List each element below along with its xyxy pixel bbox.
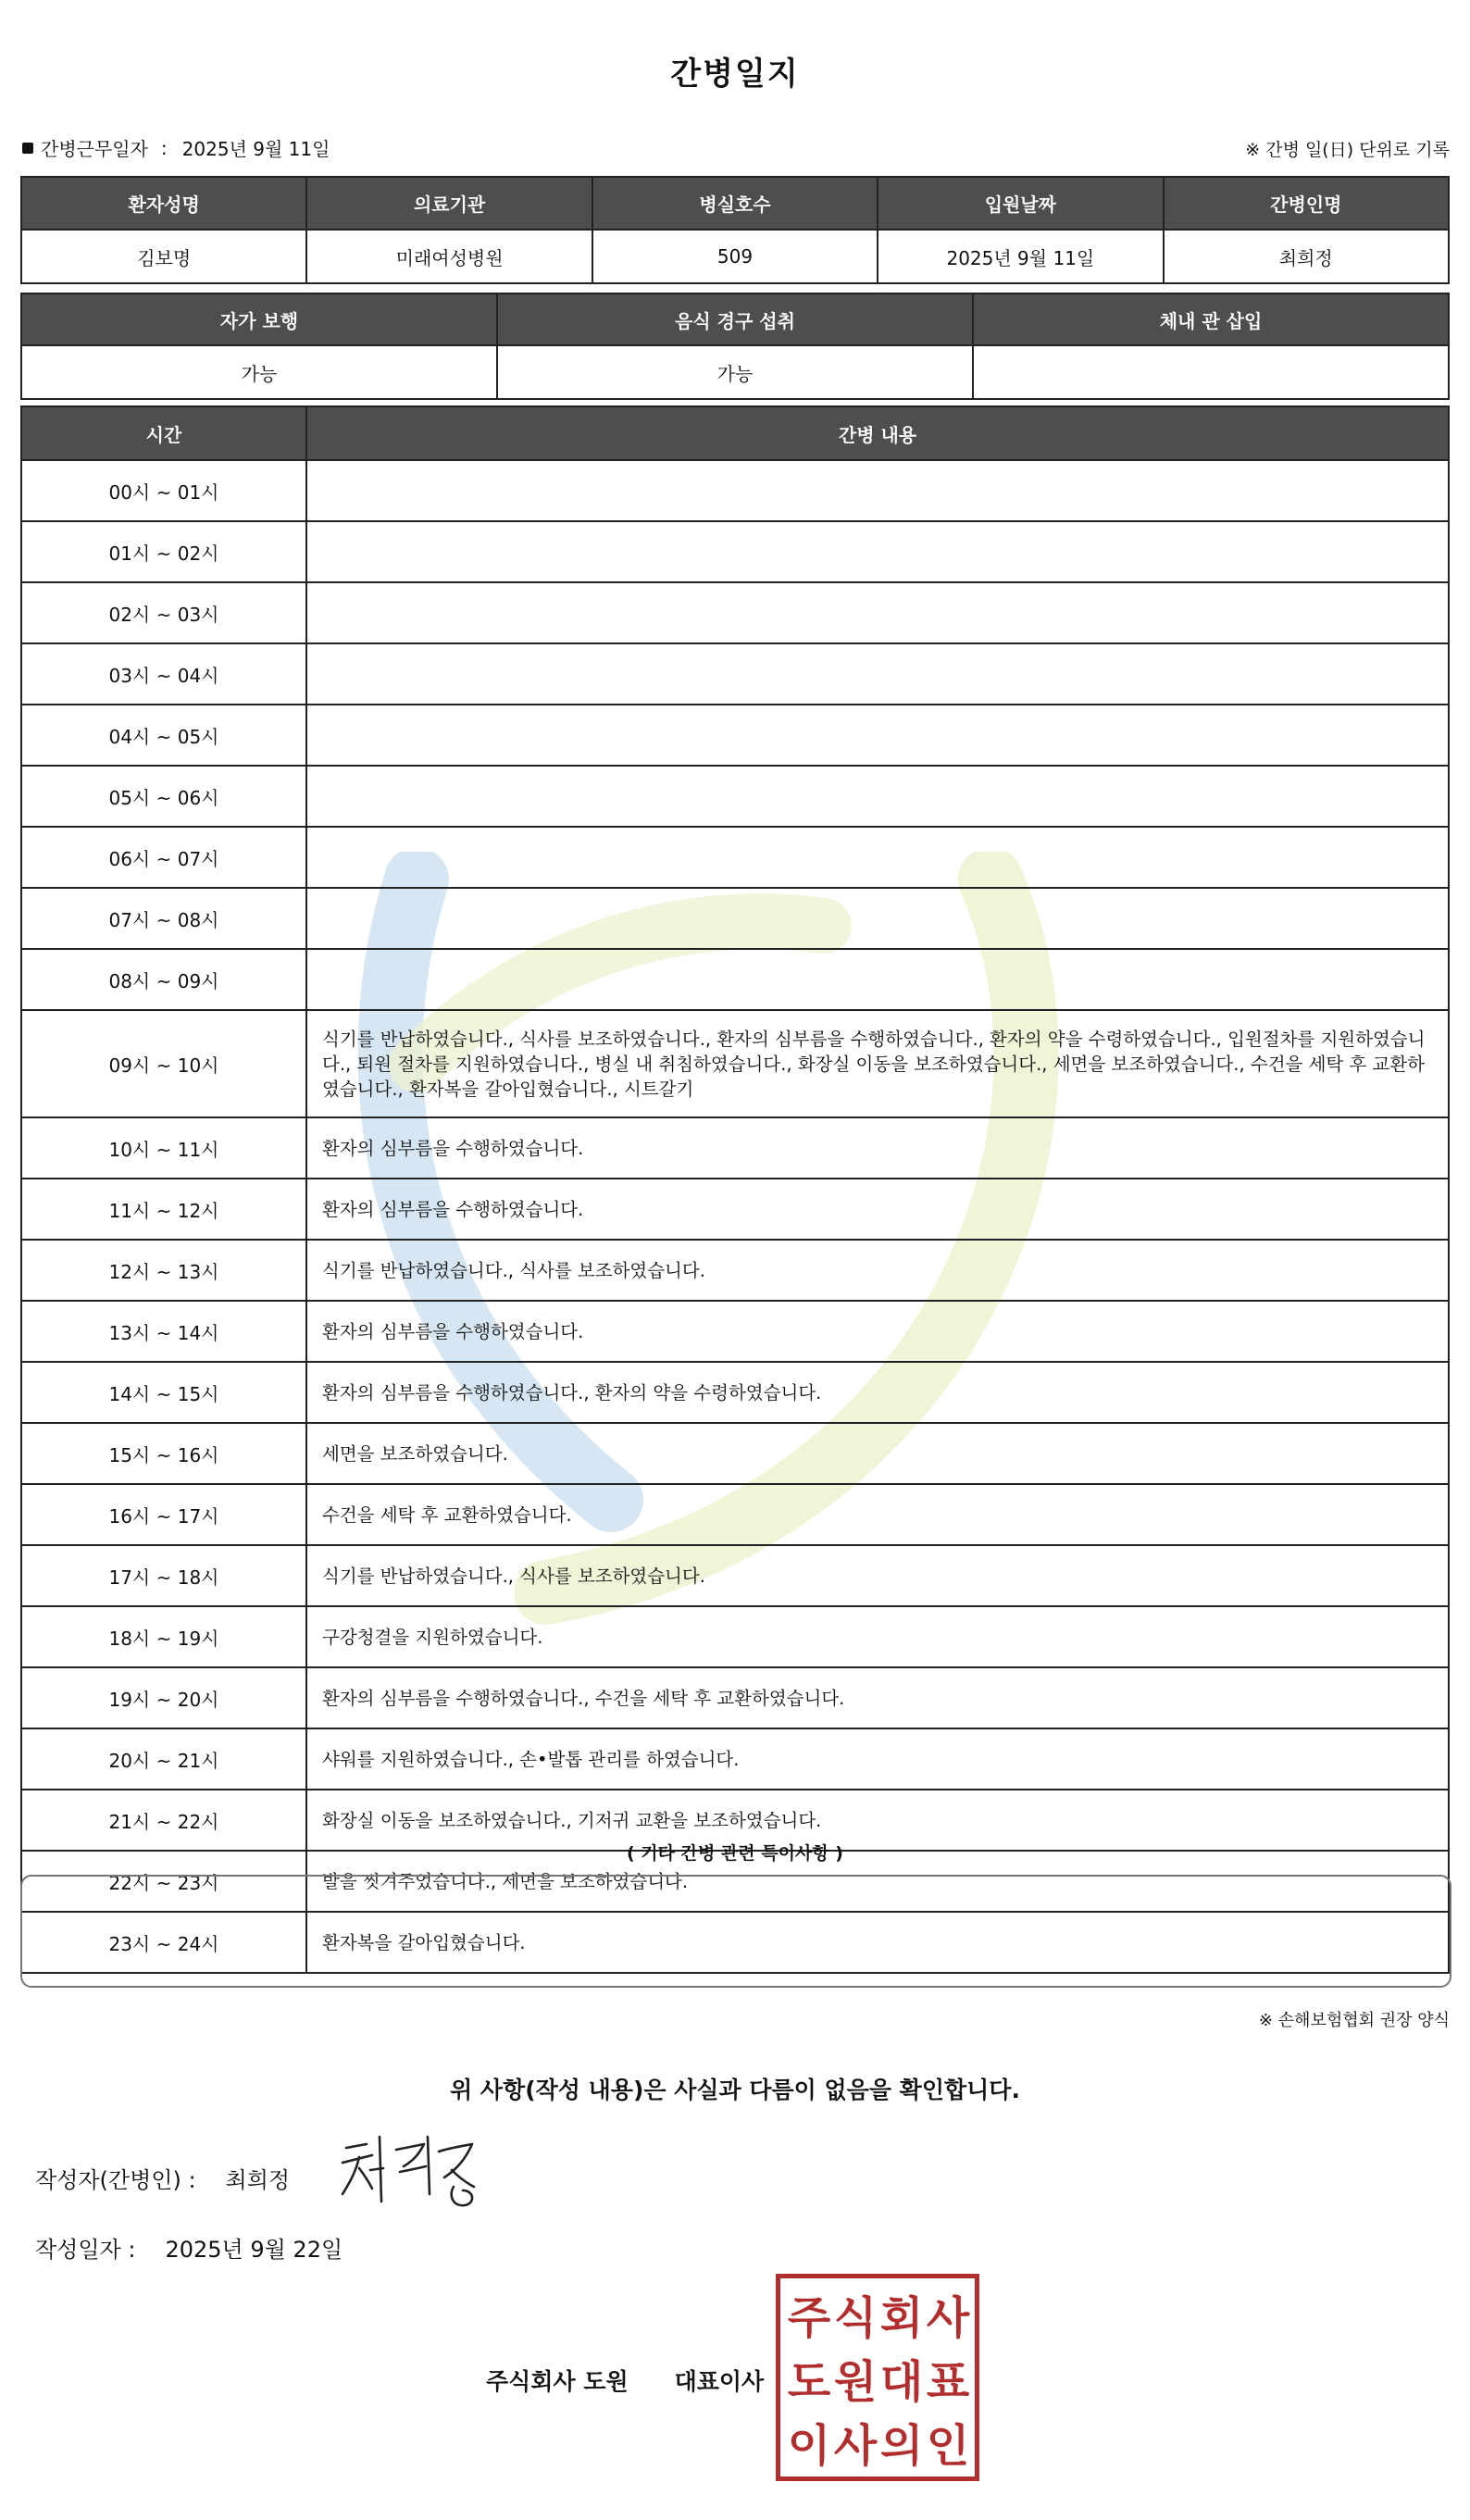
time-slot: 13시 ~ 14시 xyxy=(21,1301,306,1362)
admission-date: 2025년 9월 11일 xyxy=(878,230,1163,283)
table-row xyxy=(21,1728,1449,1790)
care-content xyxy=(306,521,1449,582)
special-notes-title: ( 기타 간병 관련 특이사항 ) xyxy=(627,1843,843,1864)
company-name: 주식회사 도원 xyxy=(486,2368,629,2395)
header-room-number: 병실호수 xyxy=(592,177,878,230)
table-row xyxy=(21,460,1449,521)
table-row xyxy=(21,1667,1449,1728)
bullet-square-icon xyxy=(22,143,33,154)
care-content xyxy=(306,582,1449,643)
care-content: 환자의 심부름을 수행하였습니다., 수건을 세탁 후 교환하였습니다. xyxy=(306,1667,1449,1728)
care-content: 환자복을 갈아입혔습니다. xyxy=(306,1912,1449,1973)
time-slot: 03시 ~ 04시 xyxy=(21,643,306,705)
seal-char: 주 xyxy=(787,2292,831,2344)
author-line xyxy=(35,2162,290,2194)
table-row xyxy=(21,521,1449,582)
patient-name: 김보명 xyxy=(21,230,306,283)
seal-char: 식 xyxy=(833,2292,878,2344)
care-content xyxy=(306,827,1449,888)
work-date-value: 2025년 9월 11일 xyxy=(181,138,330,160)
time-slot: 18시 ~ 19시 xyxy=(21,1606,306,1667)
seal-char: 도 xyxy=(787,2356,831,2408)
table-row xyxy=(21,1117,1449,1179)
work-date-line xyxy=(22,134,330,161)
care-content: 구강청결을 지원하였습니다. xyxy=(306,1606,1449,1667)
care-content: 환자의 심부름을 수행하였습니다. xyxy=(306,1117,1449,1179)
hospital-name: 미래여성병원 xyxy=(306,230,592,283)
time-slot: 06시 ~ 07시 xyxy=(21,827,306,888)
header-self-walking: 자가 보행 xyxy=(21,293,497,345)
tube-insertion-value xyxy=(973,345,1449,399)
care-content: 환자의 심부름을 수행하였습니다., 환자의 약을 수령하였습니다. xyxy=(306,1362,1449,1423)
recommended-form-note: ※ 손해보험협회 권장 양식 xyxy=(1258,2011,1450,2030)
header-caregiver-name: 간병인명 xyxy=(1164,177,1449,230)
self-walking-value: 가능 xyxy=(21,345,497,399)
time-slot: 09시 ~ 10시 xyxy=(21,1010,306,1117)
table-row xyxy=(21,1010,1449,1117)
time-slot: 17시 ~ 18시 xyxy=(21,1545,306,1606)
time-slot: 21시 ~ 22시 xyxy=(21,1790,306,1851)
seal-char: 대 xyxy=(879,2356,924,2408)
care-content: 환자의 심부름을 수행하였습니다. xyxy=(306,1179,1449,1240)
time-slot: 01시 ~ 02시 xyxy=(21,521,306,582)
oral-intake-value: 가능 xyxy=(497,345,973,399)
table-row xyxy=(21,1240,1449,1301)
time-slot: 02시 ~ 03시 xyxy=(21,582,306,643)
care-content: 식기를 반납하였습니다., 식사를 보조하였습니다. xyxy=(306,1545,1449,1606)
table-row xyxy=(21,1484,1449,1545)
seal-char: 인 xyxy=(926,2420,970,2472)
table-row xyxy=(21,1362,1449,1423)
care-content: 식기를 반납하였습니다., 식사를 보조하였습니다., 환자의 심부름을 수행하였습니다., 환자의 약을 수령하였습니다., 입원절차를 지원하였습니다., 퇴원 절차를 지원하였습니다., 병실 내 취침하였습니다., 화장실 이동을 보조하였습니다., 세면을 보조하였습니다., 수건을 세탁 후 교환하였습니다., 환자복을 갈아입혔습니다., 시트갈기 xyxy=(306,1010,1449,1117)
table-row xyxy=(21,1545,1449,1606)
handwritten-signature xyxy=(335,2129,492,2213)
header-time: 시간 xyxy=(21,406,306,460)
header-tube-insertion: 체내 관 삽입 xyxy=(973,293,1449,345)
care-content: 화장실 이동을 보조하였습니다., 기저귀 교환을 보조하였습니다. xyxy=(306,1790,1449,1851)
care-content: 샤워를 지원하였습니다., 손•발톱 관리를 하였습니다. xyxy=(306,1728,1449,1790)
written-date-line xyxy=(35,2231,343,2264)
table-row xyxy=(21,827,1449,888)
special-notes-box xyxy=(20,1875,1451,1988)
time-slot: 14시 ~ 15시 xyxy=(21,1362,306,1423)
time-slot: 20시 ~ 21시 xyxy=(21,1728,306,1790)
header-hospital: 의료기관 xyxy=(306,177,592,230)
care-content: 식기를 반납하였습니다., 식사를 보조하였습니다. xyxy=(306,1240,1449,1301)
header-care-content: 간병 내용 xyxy=(306,406,1449,460)
seal-char: 표 xyxy=(926,2356,970,2408)
header-oral-intake: 음식 경구 섭취 xyxy=(497,293,973,345)
care-content: 환자의 심부름을 수행하였습니다. xyxy=(306,1301,1449,1362)
table-row xyxy=(21,582,1449,643)
seal-char: 회 xyxy=(879,2292,924,2344)
author-label: 작성자(간병인) : xyxy=(35,2167,196,2193)
table-row xyxy=(21,1179,1449,1240)
table-row xyxy=(21,643,1449,705)
table-row xyxy=(21,766,1449,827)
author-name: 최희정 xyxy=(225,2167,291,2193)
care-content xyxy=(306,705,1449,766)
time-slot: 22시 ~ 23시 xyxy=(21,1851,306,1912)
company-line xyxy=(486,2364,764,2397)
representative-title: 대표이사 xyxy=(674,2368,765,2395)
care-content xyxy=(306,766,1449,827)
work-date-separator: : xyxy=(160,136,168,159)
caregiver-name: 최희정 xyxy=(1164,230,1449,283)
table-row xyxy=(21,888,1449,949)
patient-info-table xyxy=(20,176,1450,284)
table-row xyxy=(21,949,1449,1010)
care-content xyxy=(306,643,1449,705)
time-slot: 12시 ~ 13시 xyxy=(21,1240,306,1301)
seal-char: 사 xyxy=(833,2420,878,2472)
time-slot: 19시 ~ 20시 xyxy=(21,1667,306,1728)
confirmation-statement: 위 사항(작성 내용)은 사실과 다름이 없음을 확인합니다. xyxy=(450,2077,1020,2103)
care-content: 발을 씻겨주었습니다., 세면을 보조하였습니다. xyxy=(306,1851,1449,1912)
time-slot: 00시 ~ 01시 xyxy=(21,460,306,521)
room-number: 509 xyxy=(592,230,878,283)
record-unit-note: ※ 간병 일(日) 단위로 기록 xyxy=(1245,140,1450,160)
care-content: 수건을 세탁 후 교환하였습니다. xyxy=(306,1484,1449,1545)
seal-char: 사 xyxy=(926,2292,970,2344)
time-slot: 04시 ~ 05시 xyxy=(21,705,306,766)
time-slot: 11시 ~ 12시 xyxy=(21,1179,306,1240)
time-slot: 10시 ~ 11시 xyxy=(21,1117,306,1179)
time-slot: 16시 ~ 17시 xyxy=(21,1484,306,1545)
patient-status-table xyxy=(20,293,1450,400)
seal-char: 이 xyxy=(787,2420,831,2472)
written-date-label: 작성일자 : xyxy=(35,2237,136,2263)
care-content xyxy=(306,888,1449,949)
page-title: 간병일지 xyxy=(670,56,800,93)
care-content xyxy=(306,460,1449,521)
seal-char: 원 xyxy=(833,2356,878,2408)
table-row xyxy=(21,1423,1449,1484)
time-slot: 08시 ~ 09시 xyxy=(21,949,306,1010)
work-date-label: 간병근무일자 xyxy=(41,138,148,160)
seal-char: 의 xyxy=(879,2420,924,2472)
time-slot: 07시 ~ 08시 xyxy=(21,888,306,949)
written-date-value: 2025년 9월 22일 xyxy=(165,2237,343,2263)
care-content xyxy=(306,949,1449,1010)
company-seal-stamp xyxy=(776,2274,979,2481)
table-row xyxy=(21,1301,1449,1362)
time-slot: 05시 ~ 06시 xyxy=(21,766,306,827)
time-slot: 23시 ~ 24시 xyxy=(21,1912,306,1973)
header-patient-name: 환자성명 xyxy=(21,177,306,230)
care-log-table xyxy=(20,405,1450,1974)
time-slot: 15시 ~ 16시 xyxy=(21,1423,306,1484)
table-row xyxy=(21,705,1449,766)
care-content: 세면을 보조하였습니다. xyxy=(306,1423,1449,1484)
table-row xyxy=(21,1606,1449,1667)
header-admission-date: 입원날짜 xyxy=(878,177,1163,230)
